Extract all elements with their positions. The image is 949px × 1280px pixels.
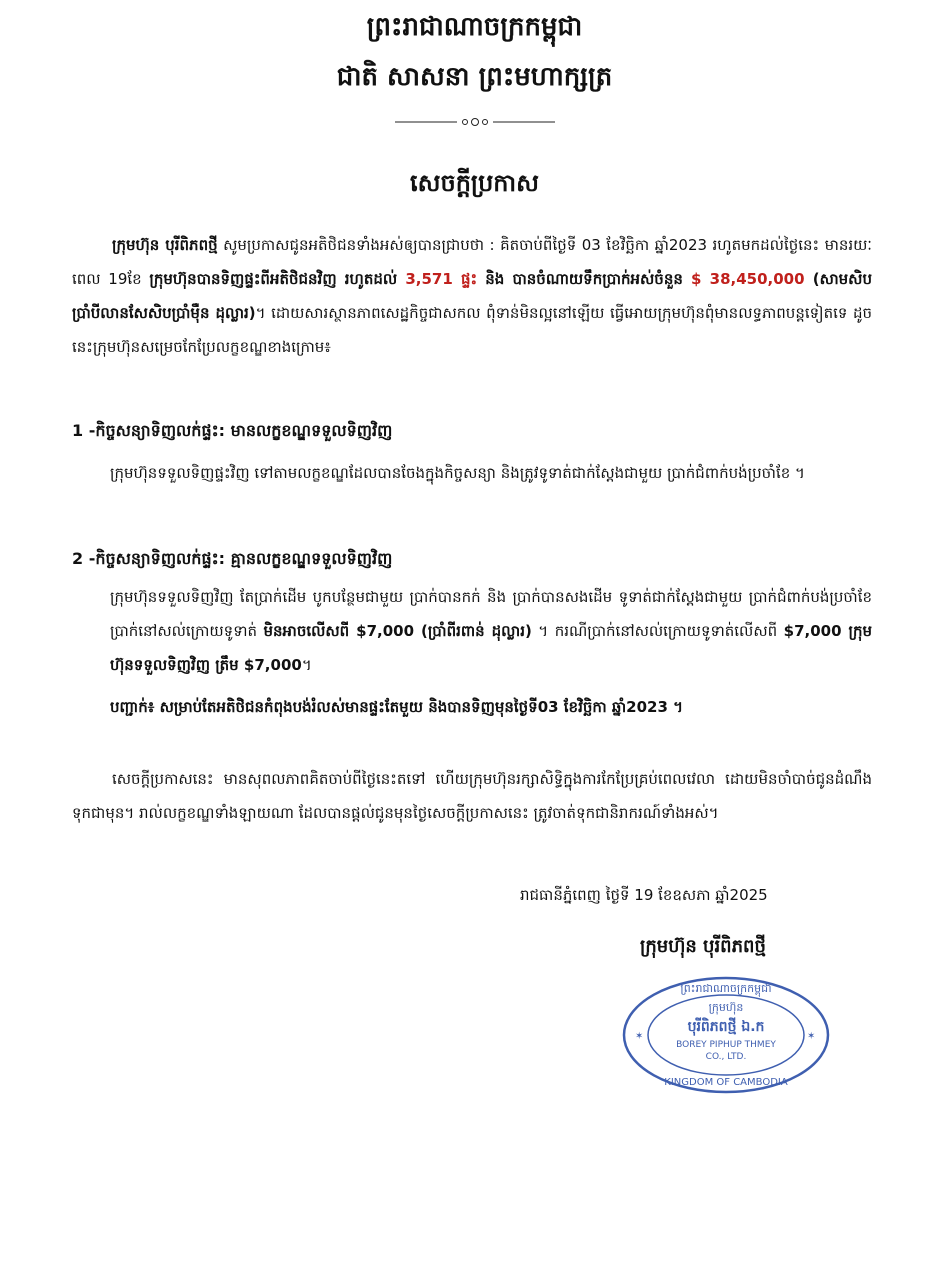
item-2-limit: មិនអាចលើសពី $7,000 (ប្រាំពីរពាន់ ដុល្លារ) bbox=[263, 622, 532, 640]
national-motto-line1: ព្រះរាជាណាចក្រកម្ពុជា bbox=[366, 12, 583, 42]
stamp-line4: CO., LTD. bbox=[705, 1052, 747, 1062]
stamp-bottom-arc: KINGDOM OF CAMBODIA bbox=[664, 1077, 788, 1088]
stamp-line2: បុរីពិភពថ្មី ឯ.ក bbox=[687, 1019, 765, 1035]
stamp-right-star-icon: ✶ bbox=[807, 1031, 816, 1042]
intro-paragraph bbox=[72, 228, 872, 364]
total-amount: $ 38,450,000 bbox=[691, 270, 805, 288]
item-2-body-a: ក្រុមហ៊ុនទទួលទិញវិញ តែប្រាក់ដើម បូកបន្ថែមជាមួយ ប្រាក់បានកក់ និង ប្រាក់បានសងដើម ទូទាត់ជាក់ស្ដែងជាមួយ ប្រាក់ជំពាក់បង់ប្រចាំខែ ប្រាក់នៅសល់ក្រោយទូទាត់ bbox=[110, 588, 872, 640]
item-2-body bbox=[110, 580, 872, 682]
date-line: រាជធានីភ្នំពេញ ថ្ងៃទី 19 ខែឧសភា ឆ្នាំ2025 bbox=[520, 886, 768, 904]
stamp-line1: ក្រុមហ៊ុន bbox=[708, 1001, 744, 1014]
item-2-cap: $7,000 ក្រុមហ៊ុនទទួលទិញវិញ ត្រឹម $7,000 bbox=[110, 622, 872, 674]
item-2-heading: 2 -កិច្ចសន្យាទិញលក់ផ្ទះ: គ្មានលក្ខខណ្ឌទទួលទិញវិញ bbox=[72, 549, 393, 568]
intro-bold-b: និង បានចំណាយទឹកប្រាក់អស់ចំនួន bbox=[477, 270, 692, 288]
item-2-body-b: ។ ករណីប្រាក់នៅសល់ក្រោយទូទាត់លើសពី bbox=[531, 622, 784, 640]
intro-bold-a: ក្រុមហ៊ុនបានទិញផ្ទះពីអតិថិជនវិញ រហូតដល់ bbox=[149, 270, 406, 288]
intro-bold-c: (សាមសិបប្រាំបីលានសែសិបប្រាំម៉ឺន ដុល្លារ) bbox=[72, 270, 872, 322]
document-title: សេចក្ដីប្រកាស bbox=[409, 169, 540, 197]
house-count: 3,571 ផ្ទះ bbox=[405, 270, 478, 288]
intro-text-b: ។ ដោយសារស្ថានភាពសេដ្ឋកិច្ចជាសកល ពុំទាន់មិនល្អនៅឡើយ ធ្វើអោយក្រុមហ៊ុនពុំមានលទ្ធភាពបន្តទៀតទេ ដូចនេះក្រុមហ៊ុនសម្រេចកែប្រែលក្ខខណ្ឌខាងក្រោម៖ bbox=[72, 304, 872, 356]
closing-text: សេចក្ដីប្រកាសនេះ មានសុពលភាពគិតចាប់ពីថ្ងៃនេះតទៅ ហើយក្រុមហ៊ុនរក្សាសិទ្ធិក្នុងការកែប្រែគ្រប់ពេលវេលា ដោយមិនចាំបាច់ជូនដំណឹងទុកជាមុន។ រាល់លក្ខខណ្ឌទាំងឡាយណា ដែលបានផ្ដល់ជូនមុនថ្ងៃសេចក្ដីប្រកាសនេះ ត្រូវចាត់ទុកជានិរាករណ៍ទាំងអស់។ bbox=[72, 770, 872, 822]
closing-paragraph bbox=[72, 762, 872, 830]
stamp-line3: BOREY PIPHUP THMEY bbox=[676, 1040, 776, 1050]
company-stamp-seal bbox=[621, 975, 831, 1095]
intro-company-name: ក្រុមហ៊ុន បុរីពិភពថ្មី bbox=[112, 236, 218, 254]
note: បញ្ជាក់៖ សម្រាប់តែអតិថិជនកំពុងបង់រំលស់មានផ្ទះតែមួយ និងបានទិញមុនថ្ងៃទី03 ខែវិច្ឆិកា ឆ្នាំ2023 ។ bbox=[110, 698, 684, 716]
national-motto-line2: ជាតិ សាសនា ព្រះមហាក្សត្រ bbox=[336, 62, 613, 92]
item-1-body: ក្រុមហ៊ុនទទួលទិញផ្ទះវិញ ទៅតាមលក្ខខណ្ឌដែលបានចែងក្នុងកិច្ចសន្យា និងត្រូវទូទាត់ជាក់ស្ដែងជាមួយ ប្រាក់ជំពាក់បង់ប្រចាំខែ ។ bbox=[110, 464, 805, 482]
item-1-heading: 1 -កិច្ចសន្យាទិញលក់ផ្ទះ: មានលក្ខខណ្ឌទទួលទិញវិញ bbox=[72, 421, 393, 440]
stamp-top-arc: ព្រះរាជាណាចក្រកម្ពុជា bbox=[680, 982, 772, 995]
stamp-left-star-icon: ✶ bbox=[635, 1031, 644, 1042]
signature-company: ក្រុមហ៊ុន បុរីពិភពថ្មី bbox=[640, 936, 766, 957]
item-2-body-c: ។ bbox=[301, 656, 312, 674]
ornament-divider-icon bbox=[395, 114, 555, 130]
intro-text-a: សូមប្រកាសជូនអតិថិជនទាំងអស់ឲ្យបានជ្រាបថា : គិតចាប់ពីថ្ងៃទី 03 ខែវិច្ឆិកា ឆ្នាំ2023 រហូតមកដល់ថ្ងៃនេះ មានរយៈពេល 19ខែ bbox=[72, 236, 873, 288]
